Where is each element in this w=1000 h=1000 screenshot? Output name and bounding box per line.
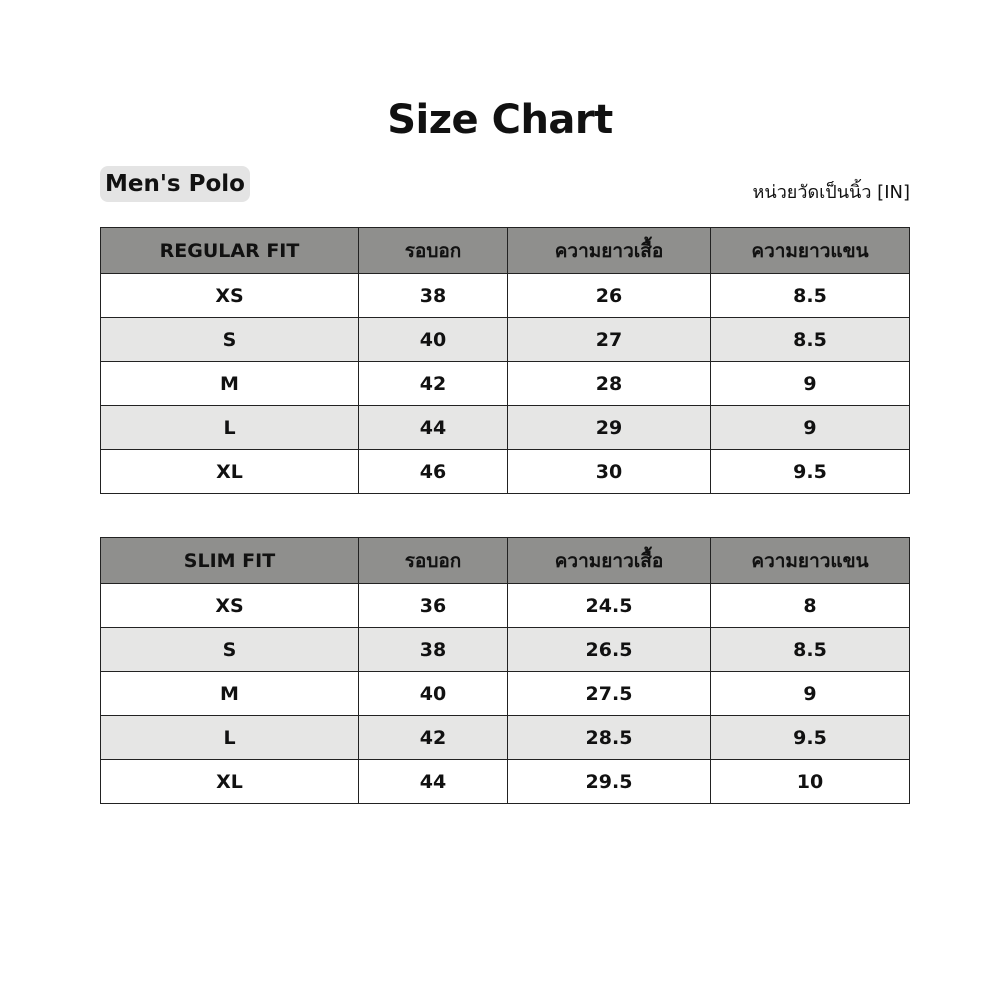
chest-cell: 40 <box>359 672 508 716</box>
header-cell-fit: SLIM FIT <box>101 538 359 584</box>
size-cell: XS <box>101 584 359 628</box>
product-tag: Men's Polo <box>100 166 250 202</box>
chest-cell: 40 <box>359 318 508 362</box>
shirt-length-cell: 24.5 <box>508 584 711 628</box>
header-cell-sleeve-length: ความยาวแขน <box>711 228 910 274</box>
table-row <box>101 584 910 628</box>
chest-cell: 44 <box>359 760 508 804</box>
table-row <box>101 628 910 672</box>
shirt-length-cell: 27 <box>508 318 711 362</box>
sleeve-length-cell: 8.5 <box>711 318 910 362</box>
header-cell-shirt-length: ความยาวเสื้อ <box>508 228 711 274</box>
sleeve-length-cell: 9 <box>711 362 910 406</box>
table-header-row <box>101 538 910 584</box>
header-cell-sleeve-length: ความยาวแขน <box>711 538 910 584</box>
sleeve-length-cell: 9 <box>711 672 910 716</box>
shirt-length-cell: 29 <box>508 406 711 450</box>
chest-cell: 46 <box>359 450 508 494</box>
size-cell: L <box>101 406 359 450</box>
chest-cell: 38 <box>359 274 508 318</box>
page-title: Size Chart <box>387 97 613 143</box>
unit-note: หน่วยวัดเป็นนิ้ว [IN] <box>752 182 910 203</box>
sleeve-length-cell: 8.5 <box>711 628 910 672</box>
shirt-length-cell: 29.5 <box>508 760 711 804</box>
size-cell: M <box>101 362 359 406</box>
sleeve-length-cell: 9.5 <box>711 450 910 494</box>
table-row <box>101 672 910 716</box>
table-header-row <box>101 228 910 274</box>
header-cell-chest: รอบอก <box>359 538 508 584</box>
chest-cell: 38 <box>359 628 508 672</box>
header-cell-fit: REGULAR FIT <box>101 228 359 274</box>
shirt-length-cell: 26 <box>508 274 711 318</box>
size-cell: S <box>101 318 359 362</box>
table-row <box>101 716 910 760</box>
shirt-length-cell: 30 <box>508 450 711 494</box>
sleeve-length-cell: 8.5 <box>711 274 910 318</box>
shirt-length-cell: 28 <box>508 362 711 406</box>
size-cell: S <box>101 628 359 672</box>
table-row <box>101 274 910 318</box>
shirt-length-cell: 26.5 <box>508 628 711 672</box>
size-cell: XL <box>101 760 359 804</box>
shirt-length-cell: 28.5 <box>508 716 711 760</box>
sleeve-length-cell: 10 <box>711 760 910 804</box>
chest-cell: 36 <box>359 584 508 628</box>
chest-cell: 42 <box>359 716 508 760</box>
shirt-length-cell: 27.5 <box>508 672 711 716</box>
header-cell-chest: รอบอก <box>359 228 508 274</box>
size-cell: XS <box>101 274 359 318</box>
size-cell: L <box>101 716 359 760</box>
header-cell-shirt-length: ความยาวเสื้อ <box>508 538 711 584</box>
table-row <box>101 362 910 406</box>
table-row <box>101 450 910 494</box>
table-row <box>101 406 910 450</box>
sleeve-length-cell: 8 <box>711 584 910 628</box>
chest-cell: 44 <box>359 406 508 450</box>
table-row <box>101 760 910 804</box>
sleeve-length-cell: 9.5 <box>711 716 910 760</box>
sleeve-length-cell: 9 <box>711 406 910 450</box>
regular-fit-table <box>100 227 910 494</box>
table-row <box>101 318 910 362</box>
slim-fit-table <box>100 537 910 804</box>
size-cell: M <box>101 672 359 716</box>
chest-cell: 42 <box>359 362 508 406</box>
size-cell: XL <box>101 450 359 494</box>
